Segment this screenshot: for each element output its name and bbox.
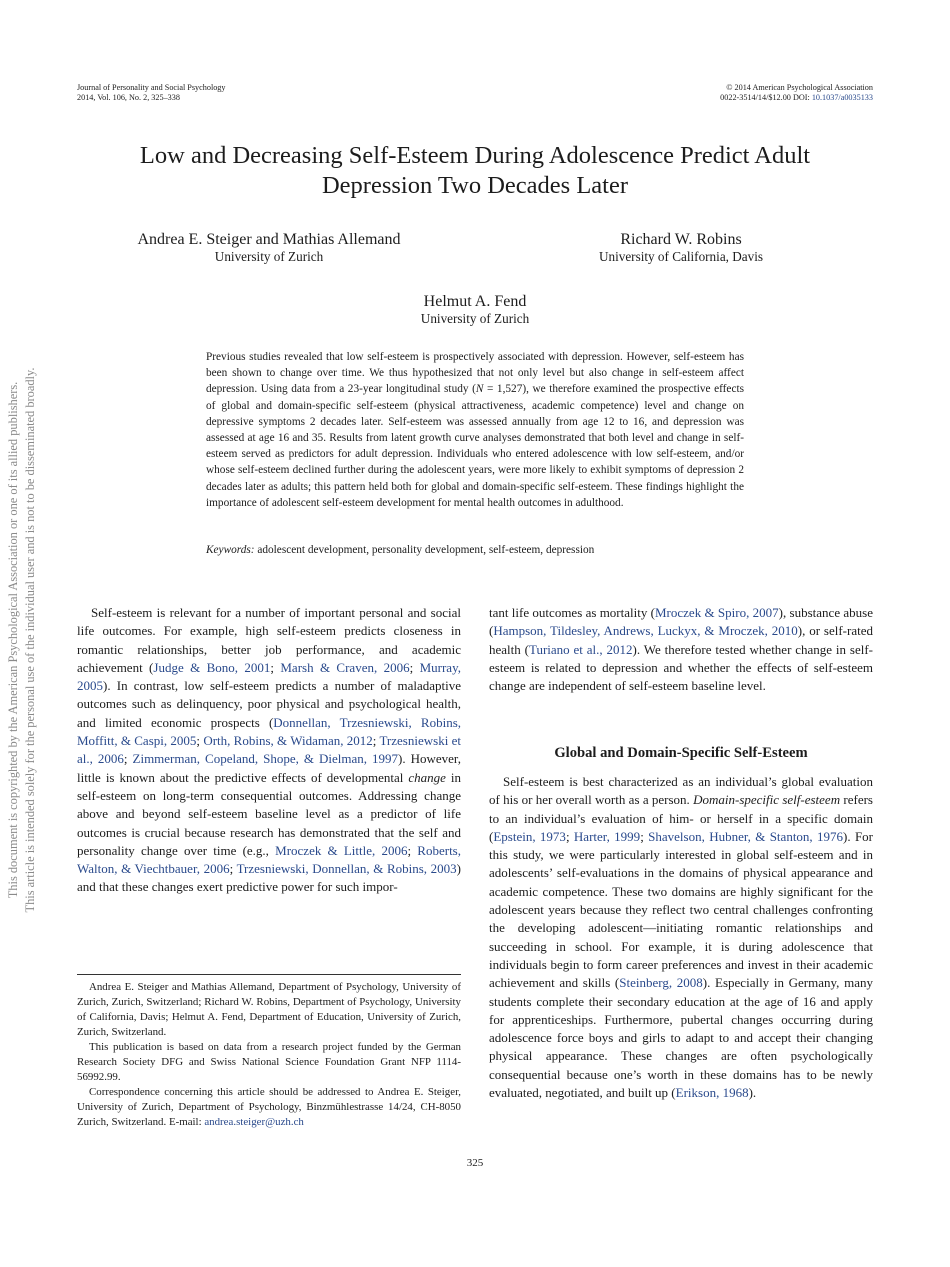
footnote-funding: This publication is based on data from a research project funded by the German Research Society DFG and Swiss National Science Foundation Grant NFP 1114-56992.99. xyxy=(77,1041,461,1083)
body-paragraph: tant life outcomes as mortality (Mroczek & Spiro, 2007), substance abuse (Hampson, Tildesley, Andrews, Luckyx, & Mroczek, 2010), or self-rated health (Turiano et al., 2012). We therefore tested whether change in self-esteem is related to depression and whether the effects of self-esteem change are independent of self-esteem baseline level. xyxy=(489,605,874,694)
citation-link[interactable]: Trzesniewski, Donnellan, & Robins, 2003 xyxy=(236,861,457,877)
title-line-1: Low and Decreasing Self-Esteem During Adolescence Predict Adult xyxy=(139,142,811,169)
citation-link[interactable]: Murray, 2005 xyxy=(77,659,461,694)
title-line-2: Depression Two Decades Later xyxy=(321,172,628,199)
body-right-column-main xyxy=(489,773,873,1102)
issn-doi-line xyxy=(720,93,873,103)
abstract xyxy=(206,349,744,511)
footnotes xyxy=(77,980,461,1130)
footnote-affiliations: Andrea E. Steiger and Mathias Allemand, Department of Psychology, University of Zurich, Zurich, Switzerland; Richard W. Robins, Department of Psychology, University of California, Davis; Helmut A. Fend, Department of Education, University of Zurich, Zurich, Switzerland. xyxy=(77,981,461,1038)
citation-link[interactable]: Marsh & Craven, 2006 xyxy=(280,659,410,675)
citation-link[interactable]: Epstein, 1973 xyxy=(493,828,566,844)
abstract-text: Previous studies revealed that low self-esteem is prospectively associated with depression. However, self-esteem has been shown to change over time. We thus hypothesized that not only level but also change in self-esteem affect depression. Using data from a 23-year longitudinal study ( xyxy=(206,351,744,396)
keywords xyxy=(206,542,744,558)
citation-link[interactable]: Shavelson, Hubner, & Stanton, 1976 xyxy=(648,828,844,844)
citation-link[interactable]: Roberts, Walton, & Viechtbauer, 2006 xyxy=(77,842,461,877)
citation-link[interactable]: Zimmerman, Copeland, Shope, & Dielman, 1997 xyxy=(132,751,399,767)
copyright-header xyxy=(720,83,873,102)
article-title xyxy=(0,141,950,201)
body-left-column xyxy=(77,604,461,897)
keywords-label: Keywords: xyxy=(206,544,255,556)
citation-link[interactable]: Mroczek & Little, 2006 xyxy=(275,842,408,858)
citation-link[interactable]: Trzesniewski et al., 2006 xyxy=(77,733,461,767)
side-notice-line-1: This document is copyrighted by the American Psychological Association or one of its allied publishers. xyxy=(6,381,20,899)
journal-name: Journal of Personality and Social Psychology xyxy=(77,83,226,92)
author-affiliation: University of Zurich xyxy=(420,311,530,326)
email-link[interactable]: andrea.steiger@uzh.ch xyxy=(204,1116,304,1128)
side-notice-line-2: This article is intended solely for the personal use of the individual user and is not to be disseminated broadly. xyxy=(23,367,37,913)
doi-link[interactable]: 10.1037/a0035133 xyxy=(811,92,873,102)
citation-link[interactable]: Judge & Bono, 2001 xyxy=(153,659,271,675)
citation-link[interactable]: Turiano et al., 2012 xyxy=(528,641,633,657)
section-heading: Global and Domain-Specific Self-Esteem xyxy=(554,745,808,761)
body-paragraph: Self-esteem is relevant for a number of important personal and social life outcomes. For example, high self-esteem predicts closeness in romantic relationships, better job performance, and academic achievement (Judge & Bono, 2001; Marsh & Craven, 2006; Murray, 2005). In contrast, low self-esteem predicts a number of maladaptive outcomes such as delinquency, poor physical and psychological health, and limited economic prospects (Donnellan, Trzesniewski, Robins, Moffitt, & Caspi, 2005; Orth, Robins, & Widaman, 2012; Trzesniewski et al., 2006; Zimmerman, Copeland, Shope, & Dielman, 1997). However, little is known about the predictive effects of developmental change in self-esteem on long-term consequential outcomes. Addressing change above and beyond self-esteem baseline level as a predictor of life outcomes is crucial because research has demonstrated that the self and personality change over time (e.g., Mroczek & Little, 2006; Roberts, Walton, & Viechtbauer, 2006; Trzesniewski, Donnellan, & Robins, 2003) and that these changes exert predictive power for such impor- xyxy=(77,605,461,895)
keywords-list: adolescent development, personality development, self-esteem, depression xyxy=(254,544,595,556)
author-names: Andrea E. Steiger and Mathias Allemand xyxy=(137,231,401,248)
author-names: Helmut A. Fend xyxy=(423,293,527,310)
citation-link[interactable]: Hampson, Tildesley, Andrews, Luckyx, & Mroczek, 2010 xyxy=(493,623,798,639)
abstract-text: = 1,527), we therefore examined the prospective effects of global and domain-specific self-esteem (physical attractiveness, academic competence) level and change on depressive symptoms 2 decades later. Self-esteem was assessed annually from age 12 to 16, and depression was assessed at age 16 and 35. Results from latent growth curve analyses demonstrated that both level and change in self-esteem served as predictors for adult depression. Individuals who entered adolescence with low self-esteem, and/or whose self-esteem declined further during the adolescent years, were more likely to exhibit symptoms of depression 2 decades later as adults; this pattern held both for global and domain-specific self-esteem. These findings highlight the importance of adolescent self-esteem development for mental health outcomes in adulthood. xyxy=(206,383,744,509)
citation-link[interactable]: Orth, Robins, & Widaman, 2012 xyxy=(203,733,373,749)
issn: 0022-3514/14/$12.00 xyxy=(720,92,791,102)
citation-link[interactable]: Mroczek & Spiro, 2007 xyxy=(655,605,779,620)
author-names: Richard W. Robins xyxy=(620,231,742,248)
doi-label: DOI: xyxy=(792,92,810,102)
author-affiliation: University of Zurich xyxy=(214,249,324,264)
author-block-2 xyxy=(560,231,802,264)
footnote-divider xyxy=(77,974,461,975)
journal-header xyxy=(77,83,226,102)
author-block-3 xyxy=(0,293,950,326)
author-affiliation: University of California, Davis xyxy=(598,249,764,264)
journal-volume: 2014, Vol. 106, No. 2, 325–338 xyxy=(77,92,180,102)
sample-size-symbol: N xyxy=(475,383,484,396)
author-block-1 xyxy=(90,231,448,264)
citation-link[interactable]: Donnellan, Trzesniewski, Robins, Moffitt, & Caspi, 2005 xyxy=(77,714,461,749)
body-paragraph: Self-esteem is best characterized as an individual’s global evaluation of his or her overall worth as a person. Domain-specific self-esteem refers to an individual’s evaluation of him- or herself in a specific domain (Epstein, 1973; Harter, 1999; Shavelson, Hubner, & Stanton, 1976). For this study, we were particularly interested in global self-esteem and in adolescents’ self-evaluations in the domains of physical appearance and academic competence. These two domains are highly significant for the adolescent years because they reflect two central challenges confronting the developing adolescent—initiating romantic relationships and succeeding in school. For example, it is during adolescence that individuals begin to form career preferences and invest in their academic achievement and skills (Steinberg, 2008). Especially in Germany, many students complete their secondary education at the age of 16 and apply for apprenticeships. Furthermore, pubertal changes occurring during adolescence force boys and girls to adapt to and accept their changing physical appearance. These changes are often psychologically consequential because one’s worth in these domains has to be newly evaluated, negotiated, and built up (Erikson, 1968). xyxy=(489,774,874,1101)
copyright-line: © 2014 American Psychological Association xyxy=(726,83,873,92)
body-right-column-top xyxy=(489,604,873,695)
citation-link[interactable]: Steinberg, 2008 xyxy=(619,975,703,991)
citation-link[interactable]: Erikson, 1968 xyxy=(675,1085,749,1101)
footnote-correspondence: Correspondence concerning this article should be addressed to Andrea E. Steiger, University of Zurich, Department of Psychology, Binzmühlestrasse 14/24, CH-8050 Zurich, Switzerland. E-mail: andrea.steiger@uzh.ch xyxy=(77,1086,461,1128)
citation-link[interactable]: Harter, 1999 xyxy=(573,828,641,844)
page-number: 325 xyxy=(466,1157,484,1169)
copyright-side-notice xyxy=(5,340,45,940)
